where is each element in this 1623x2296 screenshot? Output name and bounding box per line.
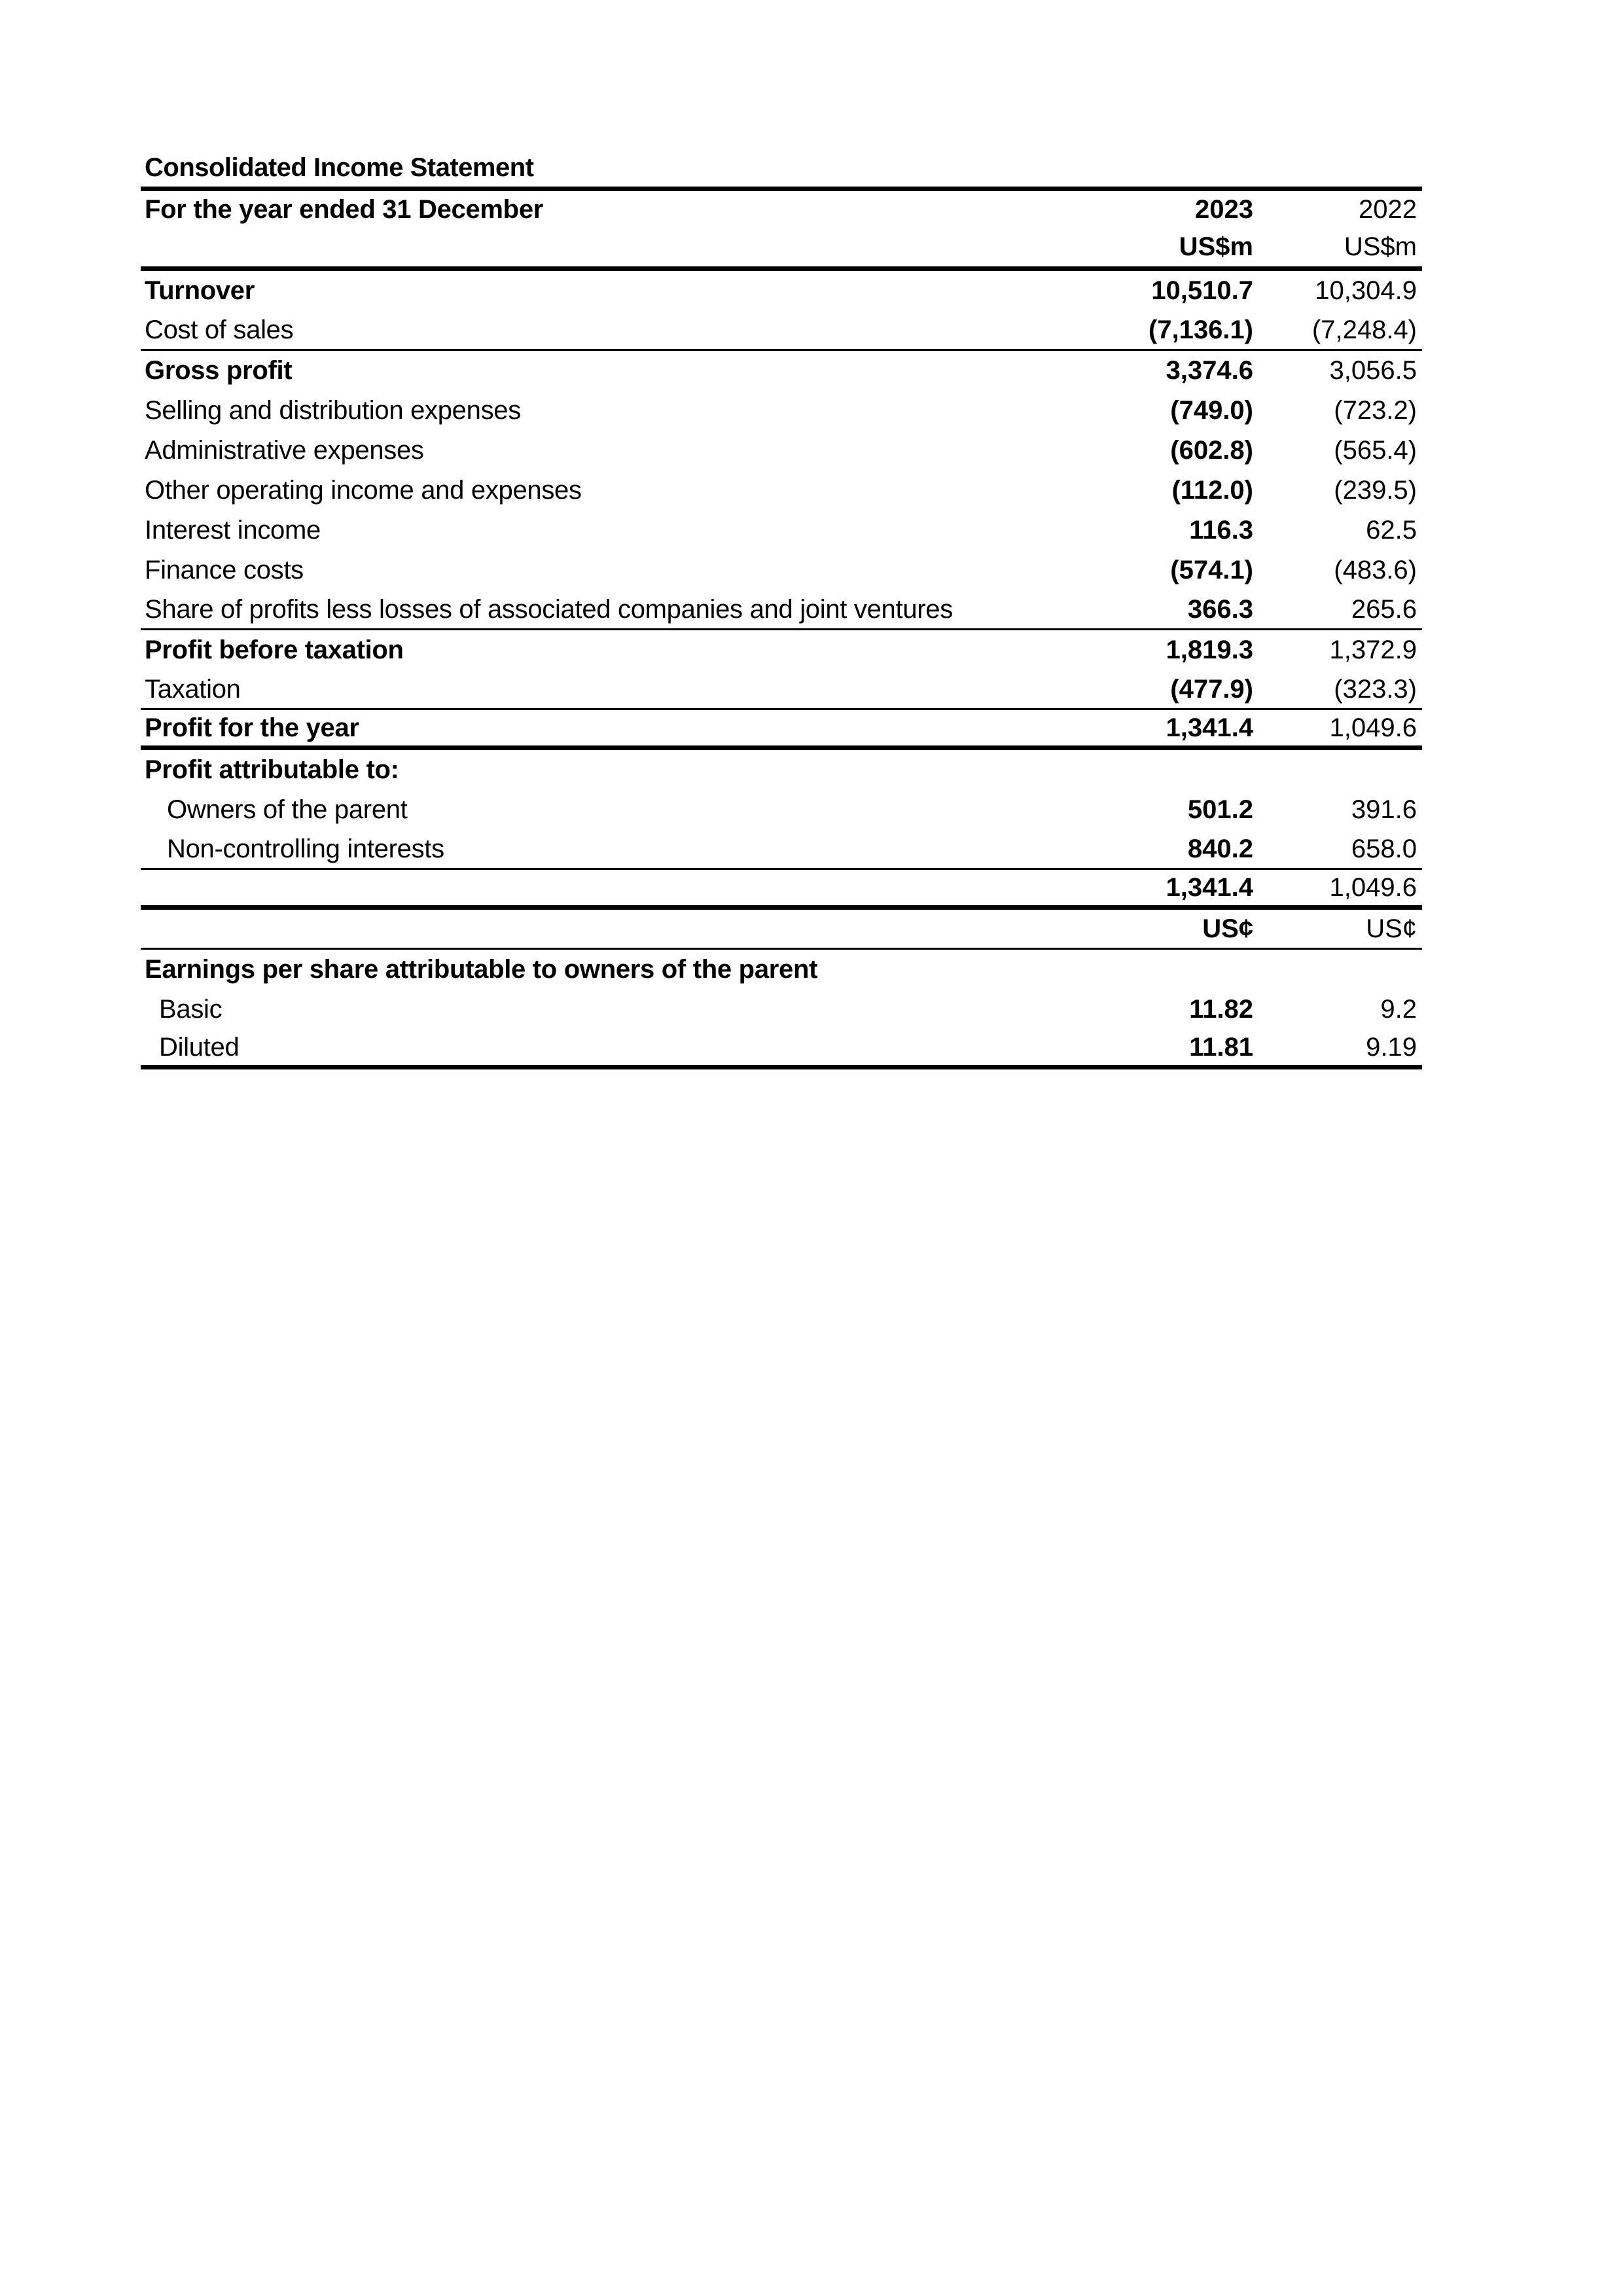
row-label: Owners of the parent — [167, 795, 408, 824]
value-2023: 501.2 — [1187, 795, 1253, 824]
value-2022: 9.2 — [1380, 995, 1417, 1024]
value-2023: 840.2 — [1187, 834, 1253, 863]
row-label: Taxation — [145, 674, 241, 704]
row-label: Interest income — [145, 516, 321, 545]
row-eps-units — [141, 910, 1422, 950]
value-2022: 391.6 — [1351, 795, 1417, 824]
column-2022-header — [1265, 191, 1422, 266]
value-2022: (7,248.4) — [1311, 315, 1417, 344]
row-finance-costs — [141, 550, 1422, 590]
value-2022: 658.0 — [1351, 834, 1417, 863]
value-2023: 366.3 — [1187, 594, 1253, 624]
value-2023: 11.82 — [1189, 995, 1253, 1024]
row-profit-for-year — [141, 710, 1422, 750]
row-label: Administrative expenses — [145, 436, 424, 465]
row-administrative — [141, 431, 1422, 471]
value-2023: 1,341.4 — [1166, 872, 1253, 902]
row-eps-diluted — [141, 1030, 1422, 1069]
value-2022: (723.2) — [1334, 396, 1417, 425]
row-label: Gross profit — [145, 356, 293, 385]
eps-unit-2022: US¢ — [1366, 914, 1417, 943]
value-2022: 1,372.9 — [1329, 636, 1417, 664]
value-2023: 1,341.4 — [1166, 713, 1253, 742]
value-2022: (483.6) — [1334, 556, 1417, 584]
value-2023: 10,510.7 — [1151, 276, 1253, 305]
value-2022: 265.6 — [1351, 594, 1417, 624]
value-2023: (112.0) — [1171, 476, 1253, 505]
value-2022: 3,056.5 — [1329, 356, 1417, 385]
column-2023-header — [1108, 191, 1265, 266]
row-label: Other operating income and expenses — [145, 476, 582, 505]
row-profit-before-tax — [141, 630, 1422, 670]
value-2023: 116.3 — [1189, 516, 1253, 545]
value-2022: 9.19 — [1366, 1032, 1417, 1062]
row-owners-of-parent — [141, 790, 1422, 830]
row-eps-basic — [141, 990, 1422, 1030]
eps-unit-2023: US¢ — [1202, 914, 1253, 943]
value-2022: (239.5) — [1334, 476, 1417, 505]
value-2023: 1,819.3 — [1166, 636, 1253, 664]
row-label: Profit before taxation — [145, 636, 404, 664]
column-2023-unit: US$m — [1179, 232, 1253, 261]
row-label: Profit for the year — [145, 713, 359, 742]
row-label: Non-controlling interests — [167, 834, 444, 863]
row-turnover — [141, 271, 1422, 311]
row-cost-of-sales — [141, 311, 1422, 351]
row-label: Selling and distribution expenses — [145, 396, 521, 425]
row-label: Share of profits less losses of associated companies and joint ventures — [145, 594, 953, 624]
column-2022-year: 2022 — [1359, 195, 1417, 224]
row-label: Turnover — [145, 276, 255, 305]
row-label: Finance costs — [145, 556, 304, 584]
value-2023: (602.8) — [1170, 436, 1253, 465]
row-label: Diluted — [159, 1032, 240, 1062]
row-label: Earnings per share attributable to owners of the parent — [145, 955, 818, 984]
row-label: Cost of sales — [145, 315, 294, 344]
period-label: For the year ended 31 December — [145, 195, 544, 224]
statement-title: Consolidated Income Statement — [141, 149, 1422, 191]
value-2023: 3,374.6 — [1166, 356, 1253, 385]
row-eps-heading — [141, 950, 1422, 990]
row-label: Basic — [159, 995, 223, 1024]
income-statement — [141, 149, 1422, 1069]
value-2023: (477.9) — [1170, 674, 1253, 704]
row-selling-distribution — [141, 391, 1422, 431]
row-taxation — [141, 670, 1422, 710]
value-2022: 1,049.6 — [1329, 872, 1417, 902]
value-2022: 10,304.9 — [1315, 276, 1417, 305]
value-2022: 1,049.6 — [1329, 713, 1417, 742]
value-2022: 62.5 — [1366, 516, 1417, 545]
column-2022-unit: US$m — [1344, 232, 1417, 261]
row-share-of-profits — [141, 590, 1422, 630]
row-attributable-heading — [141, 750, 1422, 790]
column-header — [141, 191, 1422, 271]
value-2023: (7,136.1) — [1148, 315, 1253, 344]
row-interest-income — [141, 511, 1422, 550]
row-gross-profit — [141, 351, 1422, 391]
value-2023: 11.81 — [1189, 1032, 1253, 1062]
row-label: Profit attributable to: — [145, 755, 399, 784]
value-2023: (749.0) — [1170, 396, 1253, 425]
row-attributable-total — [141, 870, 1422, 910]
column-2023-year: 2023 — [1195, 195, 1253, 224]
value-2022: (565.4) — [1334, 436, 1417, 465]
value-2022: (323.3) — [1334, 674, 1417, 704]
row-non-controlling — [141, 830, 1422, 870]
row-other-operating — [141, 471, 1422, 511]
value-2023: (574.1) — [1170, 556, 1253, 584]
